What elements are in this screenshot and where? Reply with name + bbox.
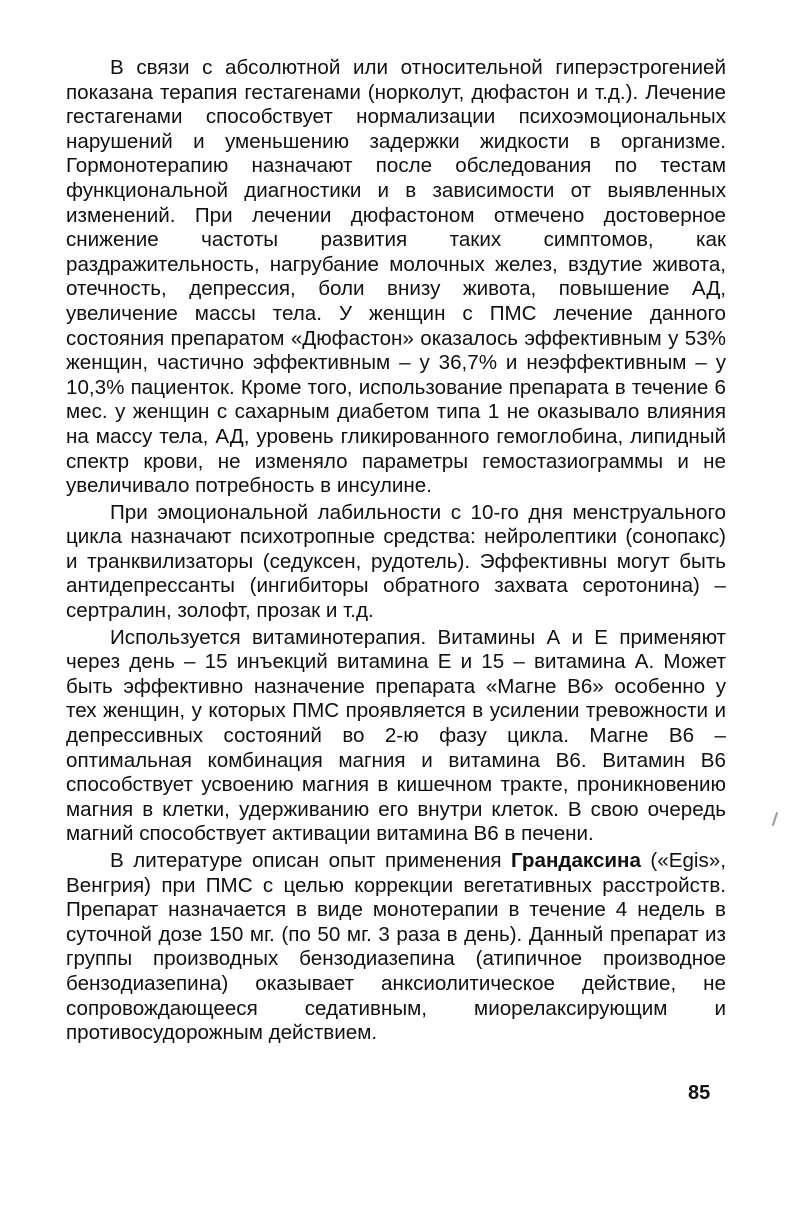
grandaxin-text-after: («Egis», Венгрия) при ПМС с целью коррекции вегетативных расстройств. Препарат назначается в виде монотерапии в течение 4 недель в суточной дозе 150 мг. (по 50 мг. 3 раза в день). Данный препарат из группы производных бензодиазепина (атипичное производное бензодиазепина) оказывает анксиолитическое действие, не сопровождающееся седативным, миорелаксирующим и противосудорожным действием. xyxy=(66,849,726,1045)
grandaxin-text-before: В литературе описан опыт применения xyxy=(110,849,512,872)
paragraph-gestagen-therapy: В связи с абсолютной или относительной гиперэстрогенией показана терапия гестагенами (норколут, дюфастон и т.д.). Лечение гестагенами способствует нормализации психоэмоциональных нарушений и уменьшению задержки жидкости в организме. Гормонотерапию назначают после обследования по тестам функциональной диагностики и в зависимости от выявленных изменений. При лечении дюфастоном отмечено достоверное снижение частоты развития таких симптомов, как раздражительность, нагрубание молочных желез, вздутие живота, отечность, депрессия, боли внизу живота, повышение АД, увеличение массы тела. У женщин с ПМС лечение данного состояния препаратом «Дюфастон» оказалось эффективным у 53% женщин, частично эффективным – у 36,7% и неэффективным – у 10,3% пациенток. Кроме того, использование препарата в течение 6 мес. у женщин с сахарным диабетом типа 1 не оказывало влияния на массу тела, АД, уровень гликированного гемоглобина, липидный спектр крови, не изменяло параметры гемостазиограммы и не увеличивало потребность в инсулине. xyxy=(66,56,726,498)
page-body xyxy=(66,56,726,1046)
paragraph-vitamin-therapy: Используется витаминотерапия. Витамины А и Е применяют через день – 15 инъекций витамина Е и 15 – витамина А. Может быть эффективно назначение препарата «Магне В6» особенно у тех женщин, у которых ПМС проявляется в усилении тревожности и депрессивных состояний во 2-ю фазу цикла. Магне В6 – оптимальная комбинация магния и витамина В6. Витамин В6 способствует усвоению магния в кишечном тракте, проникновению магния в клетки, удерживанию его внутри клеток. В свою очередь магний способствует активации витамина В6 в печени. xyxy=(66,625,726,846)
grandaxin-drug-name: Грандаксина xyxy=(511,849,641,872)
paragraph-psychotropic-drugs: При эмоциональной лабильности с 10-го дня менструального цикла назначают психотропные средства: нейролептики (сонопакс) и транквилизаторы (седуксен, рудотель). Эффективны могут быть антидепрессанты (ингибиторы обратного захвата серотонина) – сертралин, золофт, прозак и т.д. xyxy=(66,500,726,623)
paragraph-grandaxin xyxy=(66,849,726,1046)
page-number: 85 xyxy=(688,1082,711,1104)
scan-speck xyxy=(772,812,778,826)
